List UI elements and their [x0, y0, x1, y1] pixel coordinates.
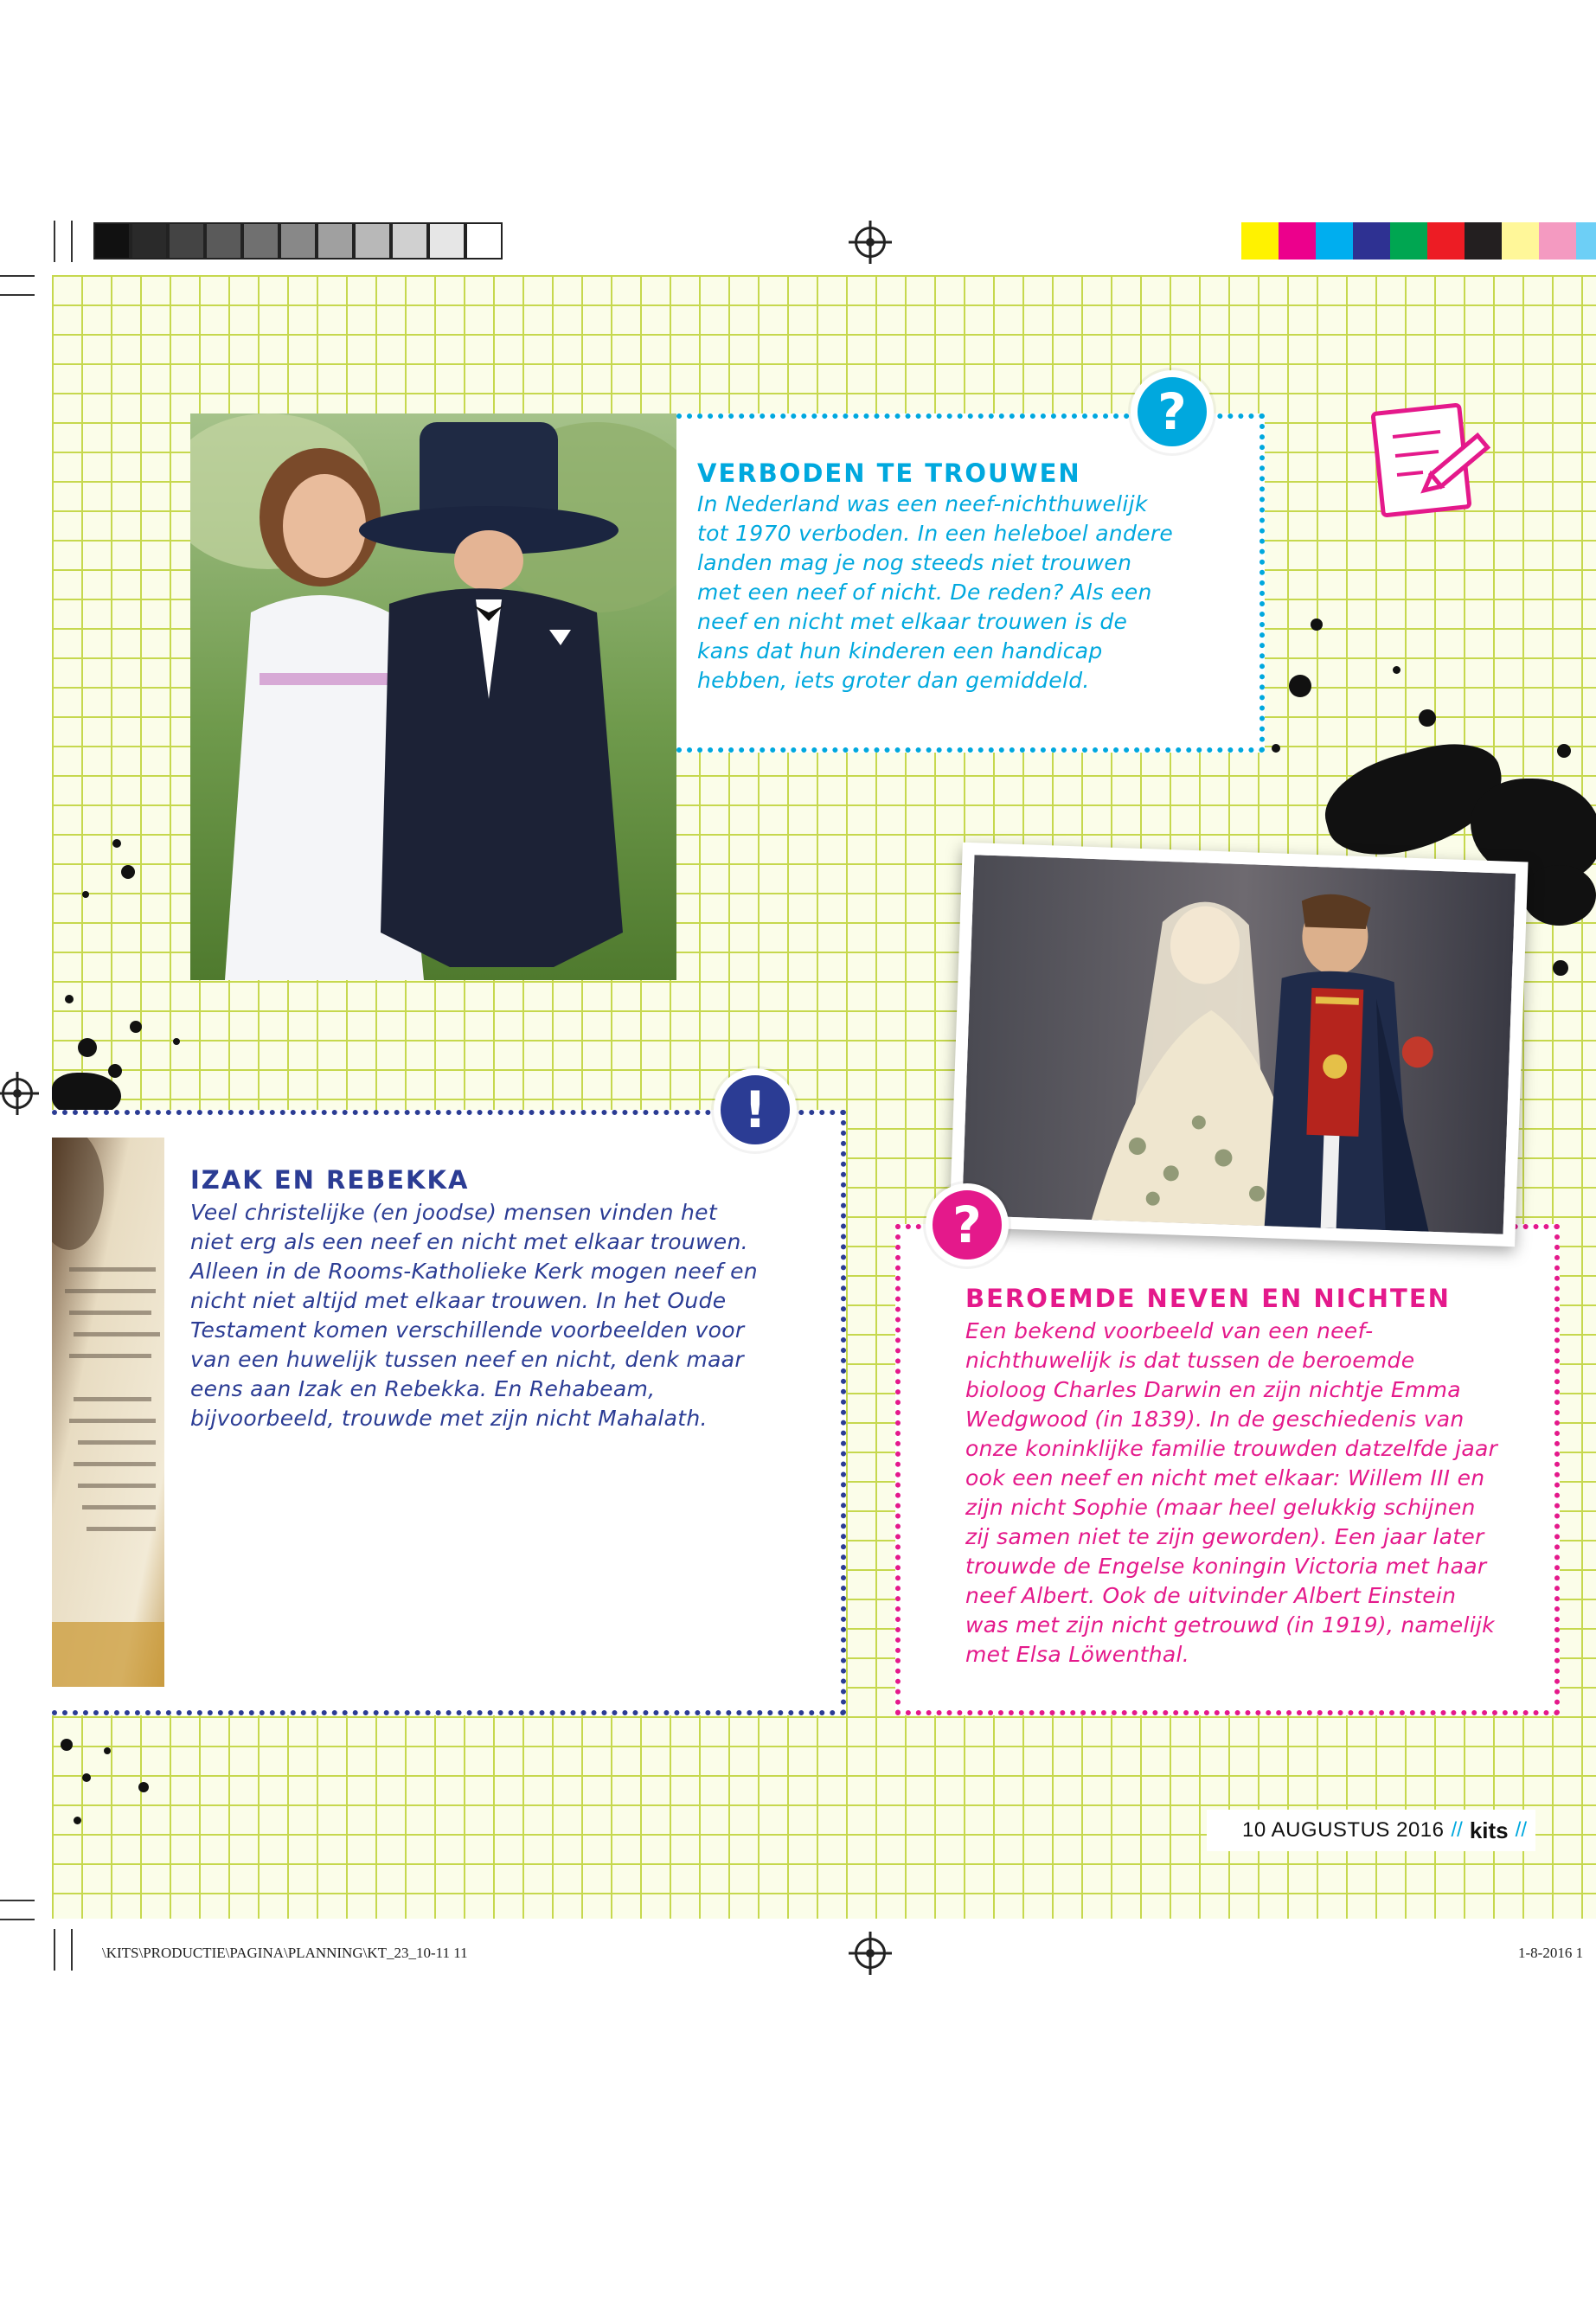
- notepad-pencil-icon: [1371, 402, 1497, 523]
- color-swatch: [131, 222, 168, 260]
- royal-wedding-portrait-frame: [949, 843, 1528, 1247]
- print-slug-left: \KITS\PRODUCTIE\PAGINA\PLANNING\KT_23_10-11 11: [102, 1945, 468, 1961]
- crop-mark: [54, 1929, 55, 1971]
- footer-brand: kits: [1469, 1817, 1509, 1843]
- exclamation-badge-icon: !: [714, 1068, 797, 1151]
- color-swatch: [391, 222, 428, 260]
- color-swatch: [1390, 222, 1427, 260]
- color-swatch: [1539, 222, 1576, 260]
- question-badge-icon: ?: [926, 1183, 1009, 1266]
- crop-mark: [0, 1919, 35, 1920]
- color-swatch: [205, 222, 242, 260]
- registration-mark-icon: [855, 1938, 886, 1969]
- crop-mark: [71, 221, 73, 262]
- color-swatch: [1427, 222, 1465, 260]
- wedding-children-photo: [190, 413, 676, 980]
- crop-mark: [0, 294, 35, 296]
- registration-mark-icon: [2, 1078, 33, 1109]
- color-swatch: [465, 222, 503, 260]
- color-swatch: [279, 222, 317, 260]
- color-swatch: [1353, 222, 1390, 260]
- page-footer: [1207, 1810, 1535, 1851]
- registration-mark-icon: [855, 227, 886, 258]
- article-beroemde-body: Een bekend voorbeeld van een neef-nichthuwelijk is dat tussen de beroemde bioloog Charles Darwin en zijn nichtje Emma Wedgwood (in 1839). In de geschiedenis van onze koninklijke familie trouwden datzelfde jaar ook een neef en nicht met elkaar: Willem III en zijn nicht Sophie (maar heel gelukkig schijnen zij samen niet te zijn geworden). Een jaar later trouwde de Engelse koningin Victoria met haar neef Albert. Ook de uitvinder Albert Einstein was met zijn nicht getrouwd (in 1919), namelijk met Elsa Löwenthal.: [965, 1318, 1498, 1667]
- color-swatch: [354, 222, 391, 260]
- royal-wedding-portrait: [962, 855, 1516, 1234]
- color-swatch: [1576, 222, 1596, 260]
- color-swatch: [428, 222, 465, 260]
- color-swatch: [242, 222, 279, 260]
- color-swatch: [1241, 222, 1279, 260]
- article-verboden-title: VERBODEN TE TROUWEN: [697, 458, 1081, 488]
- gray-color-bar: [93, 222, 503, 260]
- article-verboden-body: In Nederland was een neef-nichthuwelijk tot 1970 verboden. In een heleboel andere landen mag je nog steeds niet trouwen met een neef of nicht. De reden? Als een neef en nicht met elkaar trouwen is de kans dat hun kinderen een handicap hebben, iets groter dan gemiddeld.: [697, 491, 1174, 693]
- color-swatch: [1465, 222, 1502, 260]
- color-swatch: [317, 222, 354, 260]
- footer-separator: //: [1451, 1818, 1463, 1842]
- crop-mark: [0, 1900, 35, 1901]
- footer-separator-end: //: [1515, 1818, 1527, 1842]
- process-color-bar: [1241, 222, 1596, 260]
- crop-mark: [71, 1929, 73, 1971]
- color-swatch: [1502, 222, 1539, 260]
- article-izak-title: IZAK EN REBEKKA: [190, 1165, 470, 1195]
- color-swatch: [168, 222, 205, 260]
- print-slug-right: 1-8-2016 1: [1518, 1945, 1584, 1961]
- crop-mark: [54, 221, 55, 262]
- article-beroemde-title: BEROEMDE NEVEN EN NICHTEN: [965, 1284, 1451, 1313]
- question-badge-icon: ?: [1131, 370, 1214, 453]
- color-swatch: [93, 222, 131, 260]
- footer-date: 10 AUGUSTUS 2016: [1242, 1818, 1445, 1842]
- article-izak-body: Veel christelijke (en joodse) mensen vinden het niet erg als een neef en nicht met elkaar trouwen. Alleen in de Rooms-Katholieke Kerk mogen neef en nicht niet altijd met elkaar trouwen. In het Oude Testament komen verschillende voorbeelden voor van een huwelijk tussen neef en nicht, denk maar eens aan Izak en Rebekka. En Rehabeam, bijvoorbeeld, trouwde met zijn nicht Mahalath.: [190, 1200, 758, 1431]
- crop-mark: [0, 275, 35, 277]
- color-swatch: [1279, 222, 1316, 260]
- color-swatch: [1316, 222, 1353, 260]
- bible-page-photo: [52, 1138, 164, 1687]
